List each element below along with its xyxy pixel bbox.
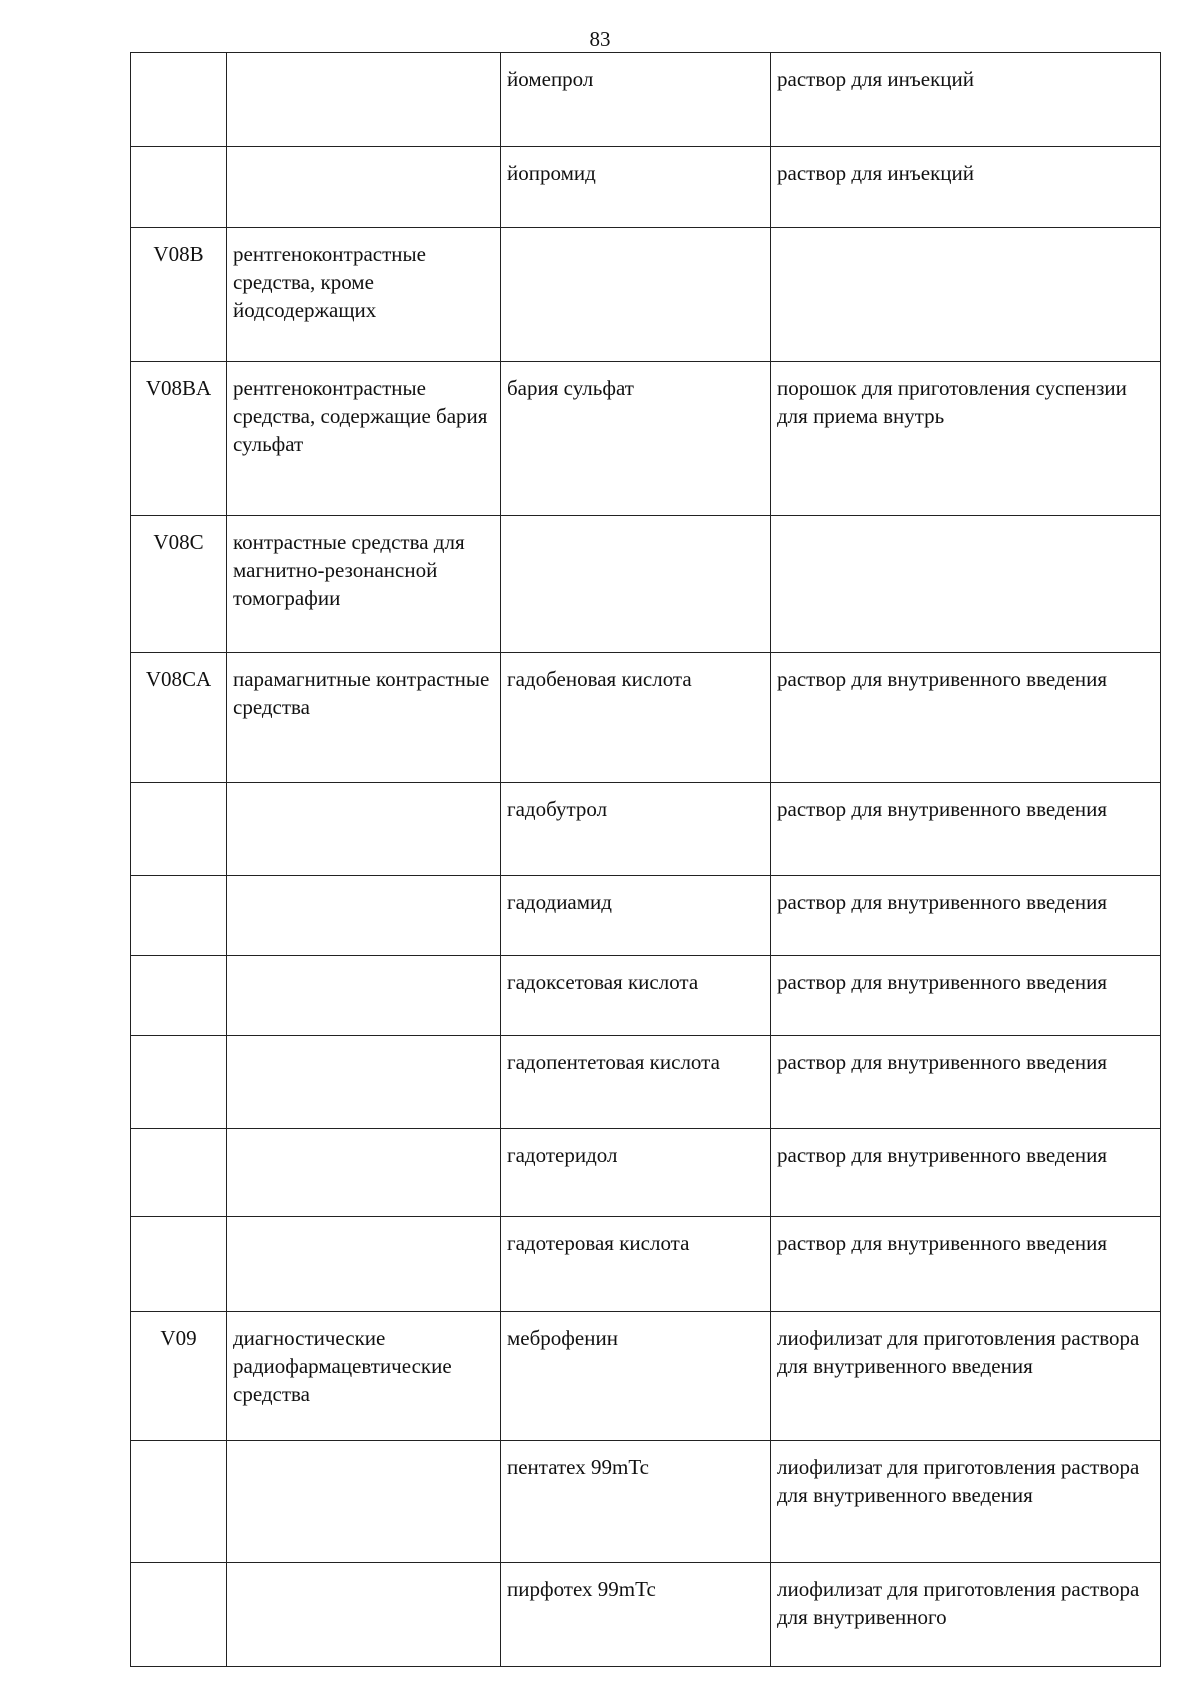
table-row xyxy=(131,1217,1161,1312)
dosage-form-cell: раствор для внутривенного введения xyxy=(771,653,1161,783)
dosage-form-cell: раствор для внутривенного введения xyxy=(771,1036,1161,1129)
drug-name-cell: гадотеровая кислота xyxy=(501,1217,771,1312)
atc-code-cell: V08B xyxy=(131,228,227,362)
dosage-form-cell: лиофилизат для приготовления раствора для внутривенного xyxy=(771,1563,1161,1667)
group-cell xyxy=(227,147,501,228)
dosage-form-cell: лиофилизат для приготовления раствора для внутривенного введения xyxy=(771,1441,1161,1563)
atc-code-cell: V09 xyxy=(131,1312,227,1441)
table-row xyxy=(131,1312,1161,1441)
group-cell xyxy=(227,876,501,956)
atc-code-cell xyxy=(131,783,227,876)
drug-name-cell xyxy=(501,228,771,362)
dosage-form-cell: раствор для внутривенного введения xyxy=(771,1129,1161,1217)
drug-name-cell: гадобеновая кислота xyxy=(501,653,771,783)
group-cell xyxy=(227,53,501,147)
drug-name-cell: пирфотех 99mTc xyxy=(501,1563,771,1667)
group-cell xyxy=(227,956,501,1036)
drug-classification-table xyxy=(130,52,1161,1667)
drug-name-cell: бария сульфат xyxy=(501,362,771,516)
drug-name-cell: гадопентетовая кислота xyxy=(501,1036,771,1129)
table-row xyxy=(131,362,1161,516)
group-cell: рентгеноконтрастные средства, содержащие бария сульфат xyxy=(227,362,501,516)
table-row xyxy=(131,1563,1161,1667)
atc-code-cell xyxy=(131,53,227,147)
drug-name-cell: йопромид xyxy=(501,147,771,228)
group-cell xyxy=(227,783,501,876)
atc-code-cell xyxy=(131,1217,227,1312)
page-number: 83 xyxy=(589,27,611,51)
drug-name-cell: меброфенин xyxy=(501,1312,771,1441)
atc-code-cell xyxy=(131,876,227,956)
dosage-form-cell: порошок для приготовления суспензии для приема внутрь xyxy=(771,362,1161,516)
group-cell xyxy=(227,1217,501,1312)
group-cell: парамагнитные контрастные средства xyxy=(227,653,501,783)
dosage-form-cell: раствор для внутривенного введения xyxy=(771,1217,1161,1312)
group-cell xyxy=(227,1129,501,1217)
table-row xyxy=(131,1036,1161,1129)
drug-name-cell: гадодиамид xyxy=(501,876,771,956)
group-cell: контрастные средства для магнитно-резонансной томографии xyxy=(227,516,501,653)
atc-code-cell xyxy=(131,1563,227,1667)
dosage-form-cell: раствор для внутривенного введения xyxy=(771,876,1161,956)
drug-name-cell: гадобутрол xyxy=(501,783,771,876)
drug-name-cell: гадотеридол xyxy=(501,1129,771,1217)
group-cell: диагностические радиофармацевтические средства xyxy=(227,1312,501,1441)
table-row xyxy=(131,876,1161,956)
group-cell xyxy=(227,1441,501,1563)
dosage-form-cell xyxy=(771,516,1161,653)
group-cell xyxy=(227,1563,501,1667)
dosage-form-cell: лиофилизат для приготовления раствора для внутривенного введения xyxy=(771,1312,1161,1441)
table-row xyxy=(131,228,1161,362)
dosage-form-cell: раствор для внутривенного введения xyxy=(771,956,1161,1036)
atc-code-cell xyxy=(131,147,227,228)
dosage-form-cell: раствор для инъекций xyxy=(771,147,1161,228)
table-row xyxy=(131,147,1161,228)
dosage-form-cell: раствор для внутривенного введения xyxy=(771,783,1161,876)
atc-code-cell xyxy=(131,1129,227,1217)
group-cell xyxy=(227,1036,501,1129)
table-row xyxy=(131,956,1161,1036)
table-row xyxy=(131,53,1161,147)
drug-name-cell: гадоксетовая кислота xyxy=(501,956,771,1036)
table-row xyxy=(131,516,1161,653)
drug-name-cell: йомепрол xyxy=(501,53,771,147)
drug-name-cell xyxy=(501,516,771,653)
atc-code-cell: V08CA xyxy=(131,653,227,783)
dosage-form-cell: раствор для инъекций xyxy=(771,53,1161,147)
drug-name-cell: пентатех 99mTc xyxy=(501,1441,771,1563)
atc-code-cell: V08BA xyxy=(131,362,227,516)
atc-code-cell xyxy=(131,956,227,1036)
table-row xyxy=(131,653,1161,783)
table-row xyxy=(131,1441,1161,1563)
atc-code-cell xyxy=(131,1036,227,1129)
table-row xyxy=(131,783,1161,876)
dosage-form-cell xyxy=(771,228,1161,362)
atc-code-cell xyxy=(131,1441,227,1563)
table-row xyxy=(131,1129,1161,1217)
group-cell: рентгеноконтрастные средства, кроме йодсодержащих xyxy=(227,228,501,362)
atc-code-cell: V08C xyxy=(131,516,227,653)
